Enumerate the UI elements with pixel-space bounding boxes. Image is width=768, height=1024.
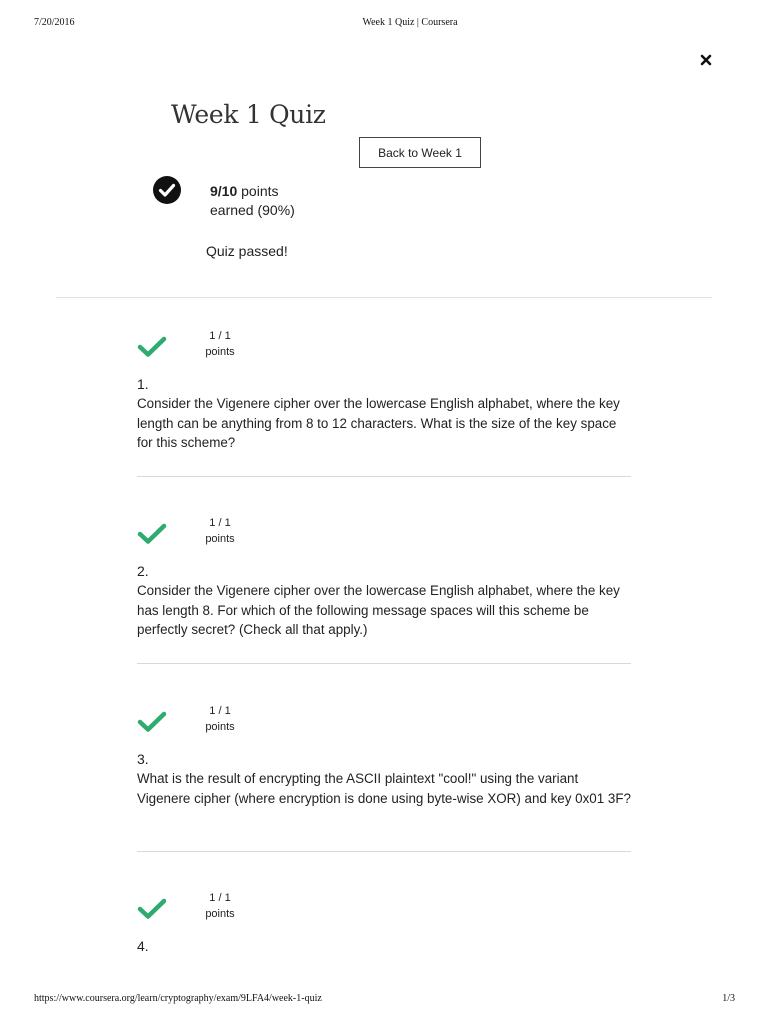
- check-icon: [137, 711, 167, 733]
- question-points-label: points: [205, 346, 235, 358]
- question-points: [199, 328, 241, 360]
- back-to-week-button[interactable]: Back to Week 1: [359, 137, 481, 168]
- question-text: Consider the Vigenere cipher over the lowercase English alphabet, where the key length can be anything from 8 to 12 characters. What is the size of the key space for this scheme?: [137, 396, 620, 451]
- check-icon: [137, 898, 167, 920]
- divider: [56, 297, 712, 298]
- question-score: 1 / 1: [209, 892, 231, 904]
- print-url: https://www.coursera.org/learn/cryptography/exam/9LFA4/week-1-quiz: [34, 993, 322, 1004]
- score-value: 9/10: [210, 183, 238, 199]
- checkmark-circle-icon: [153, 176, 181, 204]
- question-points: [199, 515, 241, 547]
- question-number: 3.: [137, 751, 149, 767]
- score-earned: earned (90%): [210, 202, 295, 218]
- question-score: 1 / 1: [209, 705, 231, 717]
- check-icon: [137, 336, 167, 358]
- score-suffix: points: [237, 183, 279, 199]
- question-text: Consider the Vigenere cipher over the lowercase English alphabet, where the key has length 8. For which of the following message spaces will this scheme be perfectly secret? (Check all that apply.): [137, 583, 620, 638]
- question-text: What is the result of encrypting the ASCII plaintext "cool!" using the variant Vigenere cipher (where encryption is done using byte-wise XOR) and key 0x01 3F?: [137, 771, 631, 806]
- question-points-label: points: [205, 721, 235, 733]
- print-page-number: 1/3: [722, 993, 735, 1004]
- question-number: 1.: [137, 376, 149, 392]
- question-number: 4.: [137, 938, 149, 954]
- print-footer: [0, 993, 768, 1007]
- question-points-label: points: [205, 908, 235, 920]
- print-title: Week 1 Quiz | Coursera: [362, 17, 458, 28]
- divider: [137, 851, 631, 852]
- divider: [137, 663, 631, 664]
- quiz-status: Quiz passed!: [206, 243, 288, 259]
- print-date: 7/20/2016: [34, 17, 75, 28]
- question-score: 1 / 1: [209, 517, 231, 529]
- close-icon[interactable]: [698, 52, 714, 68]
- question-points: [199, 703, 241, 735]
- page-title: Week 1 Quiz: [171, 100, 326, 129]
- question-points: [199, 890, 241, 922]
- question-score: 1 / 1: [209, 330, 231, 342]
- divider: [137, 476, 631, 477]
- question-number: 2.: [137, 563, 149, 579]
- print-header: [0, 17, 768, 31]
- score-summary: [210, 182, 295, 220]
- question-points-label: points: [205, 533, 235, 545]
- check-icon: [137, 523, 167, 545]
